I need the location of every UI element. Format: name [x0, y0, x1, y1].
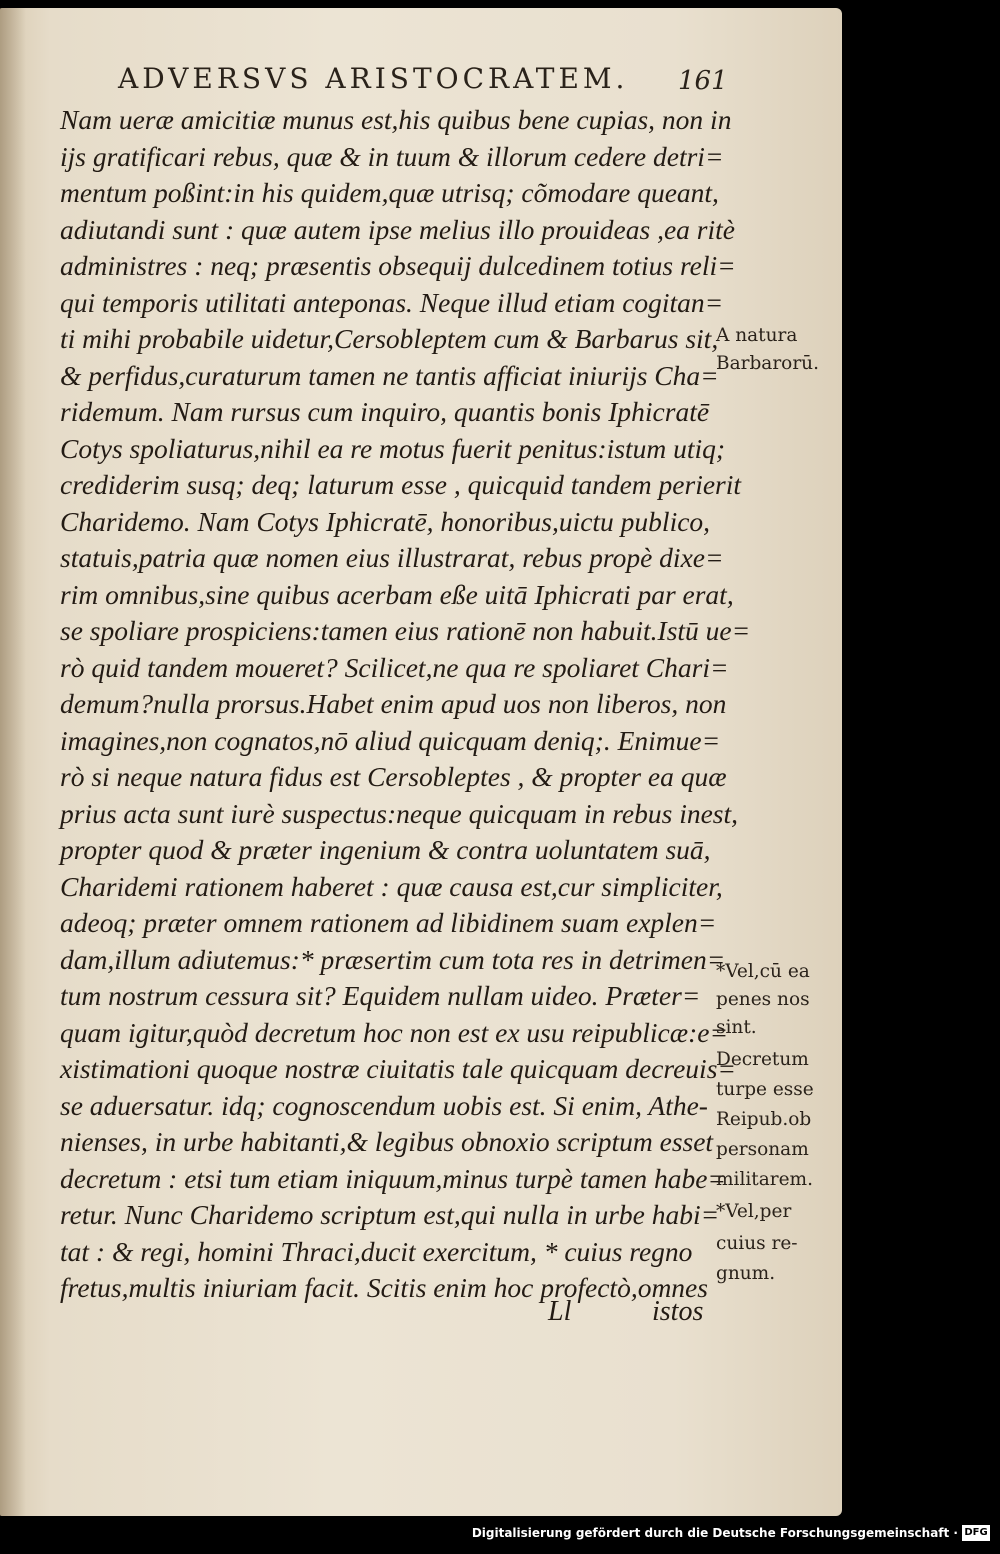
marginal-note: Barbarorū. [716, 353, 819, 374]
footer-bar [0, 1516, 1000, 1554]
folio-number: 161 [678, 66, 728, 96]
body-line: qui temporis utilitati anteponas. Neque illud etiam cogitan= [60, 286, 724, 318]
body-line: Charidemo. Nam Cotys Iphicratē, honoribus,uictu publico, [60, 505, 711, 537]
body-line: se aduersatur. idq; cognoscendum uobis est. Si enim, Athe- [60, 1089, 708, 1121]
marginal-note: Reipub.ob [716, 1109, 812, 1130]
body-line: crediderim susq; deq; laturum esse , quicquid tandem perierit [60, 469, 742, 500]
marginal-note: personam [716, 1139, 809, 1160]
marginal-note: gnum. [716, 1263, 776, 1284]
body-line: mentum poßint:in his quidem,quæ utrisq; cõmodare queant, [60, 177, 719, 208]
marginal-note: militarem. [716, 1169, 813, 1190]
marginal-note: penes nos [716, 989, 810, 1010]
body-line: quam igitur,quòd decretum hoc non est ex usu reipublicæ:e= [60, 1016, 729, 1048]
body-line: xistimationi quoque nostræ ciuitatis tale quicquam decreuis= [60, 1053, 736, 1084]
body-line: adeoq; præter omnem rationem ad libidinem suam explen= [60, 907, 717, 938]
marginal-note: turpe esse [716, 1079, 814, 1100]
body-line: Charidemi rationem haberet : quæ causa est,cur simpliciter, [60, 870, 723, 902]
catchword: istos [652, 1296, 704, 1327]
body-line: ijs gratificari rebus, quæ & in tuum & illorum cedere detri= [60, 140, 724, 172]
body-line: imagines,non cognatos,nō aliud quicquam deniq;. Enimue= [60, 724, 721, 756]
marginal-note: A natura [716, 325, 798, 346]
body-line: statuis,patria quæ nomen eius illustrarat, rebus propè dixe= [60, 542, 724, 573]
funding-credit: Digitalisierung gefördert durch die Deutsche Forschungsgemeinschaft · [471, 1526, 958, 1540]
body-line: decretum : etsi tum etiam iniquum,minus turpè tamen habe= [60, 1162, 726, 1194]
body-line: propter quod & præter ingenium & contra uoluntatem suā, [60, 834, 711, 865]
marginal-note: Decretum [716, 1049, 809, 1070]
body-line: demum?nulla prorsus.Habet enim apud uos non liberos, non [60, 688, 727, 719]
body-line: prius acta sunt iurè suspectus:neque quicquam in rebus inest, [60, 797, 739, 829]
dfg-logo: DFG [962, 1525, 990, 1541]
body-line: adiutandi sunt : quæ autem ipse melius illo prouideas ,ea ritè [60, 213, 735, 245]
body-line: & perfidus,curaturum tamen ne tantis afficiat iniurijs Cha= [60, 359, 719, 391]
body-line: retur. Nunc Charidemo scriptum est,qui nulla in urbe habi= [60, 1199, 720, 1230]
body-line: fretus,multis iniuriam facit. Scitis enim hoc profectò,omnes [60, 1272, 708, 1303]
body-line: ti mihi probabile uidetur,Cersobleptem cum & Barbarus sit, [60, 323, 719, 354]
body-line: tat : & regi, homini Thraci,ducit exercitum, * cuius regno [60, 1235, 693, 1267]
body-line: rò quid tandem moueret? Scilicet,ne qua re spoliaret Chari= [60, 651, 729, 683]
body-line: ridemum. Nam rursus cum inquiro, quantis bonis Iphicratē [60, 396, 710, 427]
body-line: Nam ueræ amicitiæ munus est,his quibus bene cupias, non in [60, 104, 732, 135]
marginal-note: cuius re- [716, 1233, 798, 1254]
body-line: administres : neq; præsentis obsequij dulcedinem totius reli= [60, 250, 736, 281]
body-line: nienses, in urbe habitanti,& legibus obnoxio scriptum esset [60, 1126, 714, 1157]
marginal-note: sint. [716, 1017, 757, 1038]
marginal-note: *Vel,per [716, 1201, 792, 1222]
running-head: ADVERSVS ARISTOCRATEM. [118, 62, 629, 95]
body-line: rò si neque natura fidus est Cersobleptes , & propter ea quæ [60, 761, 727, 792]
body-line: rim omnibus,sine quibus acerbam eße uitā Iphicrati par erat, [60, 578, 734, 610]
body-line: dam,illum adiutemus:* præsertim cum tota res in detrimen= [60, 943, 726, 975]
marginal-note: *Vel,cū ea [716, 961, 810, 982]
gutter-shadow [0, 8, 26, 1516]
body-line: tum nostrum cessura sit? Equidem nullam uideo. Præter= [60, 980, 701, 1011]
signature-mark: Ll [548, 1296, 572, 1327]
body-line: se spoliare prospiciens:tamen eius rationē non habuit.Istū ue= [60, 615, 751, 646]
body-line: Cotys spoliaturus,nihil ea re motus fuerit penitus:istum utiq; [60, 432, 726, 464]
